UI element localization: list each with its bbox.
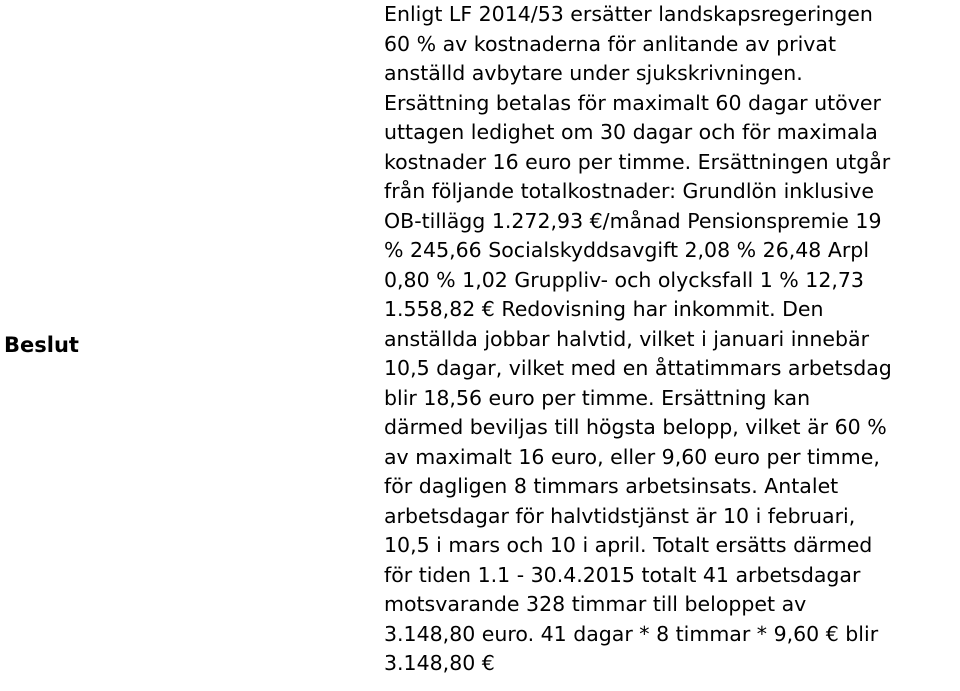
text-line: arbetsdagar för halvtidstjänst är 10 i februari, <box>384 503 856 528</box>
text-line: anställd avbytare under sjukskrivningen. <box>384 61 803 85</box>
text-line: 0,80 % 1,02 Gruppliv- och olycksfall 1 % 12,73 <box>384 267 864 292</box>
text-line: 10,5 dagar, vilket med en åttatimmars arbetsdag <box>384 356 892 380</box>
text-line: OB-tillägg 1.272,93 €/månad Pensionspremie 19 <box>384 208 882 233</box>
text-line: kostnader 16 euro per timme. Ersättningen utgår <box>384 149 891 174</box>
text-line: anställda jobbar halvtid, vilket i januari innebär <box>384 326 870 351</box>
section-label: Beslut <box>4 333 79 357</box>
label-cell <box>0 0 384 691</box>
text-line: för dagligen 8 timmars arbetsinsats. Antalet <box>384 474 839 498</box>
text-line: från följande totalkostnader: Grundlön inklusive <box>384 179 874 203</box>
content-cell <box>384 0 960 691</box>
text-line: för tiden 1.1 - 30.4.2015 totalt 41 arbetsdagar <box>384 562 861 587</box>
text-line: 3.148,80 € <box>384 651 495 675</box>
text-line: 10,5 i mars och 10 i april. Totalt ersätts därmed <box>384 533 873 557</box>
text-line: motsvarande 328 timmar till beloppet av <box>384 592 807 616</box>
text-line: % 245,66 Socialskyddsavgift 2,08 % 26,48 Arpl <box>384 238 870 262</box>
text-line: Enligt LF 2014/53 ersätter landskapsregeringen <box>384 2 873 26</box>
text-line: av maximalt 16 euro, eller 9,60 euro per timme, <box>384 444 880 469</box>
text-line: 3.148,80 euro. 41 dagar * 8 timmar * 9,60 € blir <box>384 621 879 646</box>
text-line: 60 % av kostnaderna för anlitande av privat <box>384 31 836 56</box>
text-line: Ersättning betalas för maximalt 60 dagar utöver <box>384 90 881 115</box>
text-line: uttagen ledighet om 30 dagar och för maximala <box>384 120 878 144</box>
text-line: 1.558,82 € Redovisning har inkommit. Den <box>384 297 824 321</box>
decision-text <box>384 0 960 679</box>
text-line: därmed beviljas till högsta belopp, vilket är 60 % <box>384 415 887 439</box>
text-line: blir 18,56 euro per timme. Ersättning kan <box>384 385 811 410</box>
